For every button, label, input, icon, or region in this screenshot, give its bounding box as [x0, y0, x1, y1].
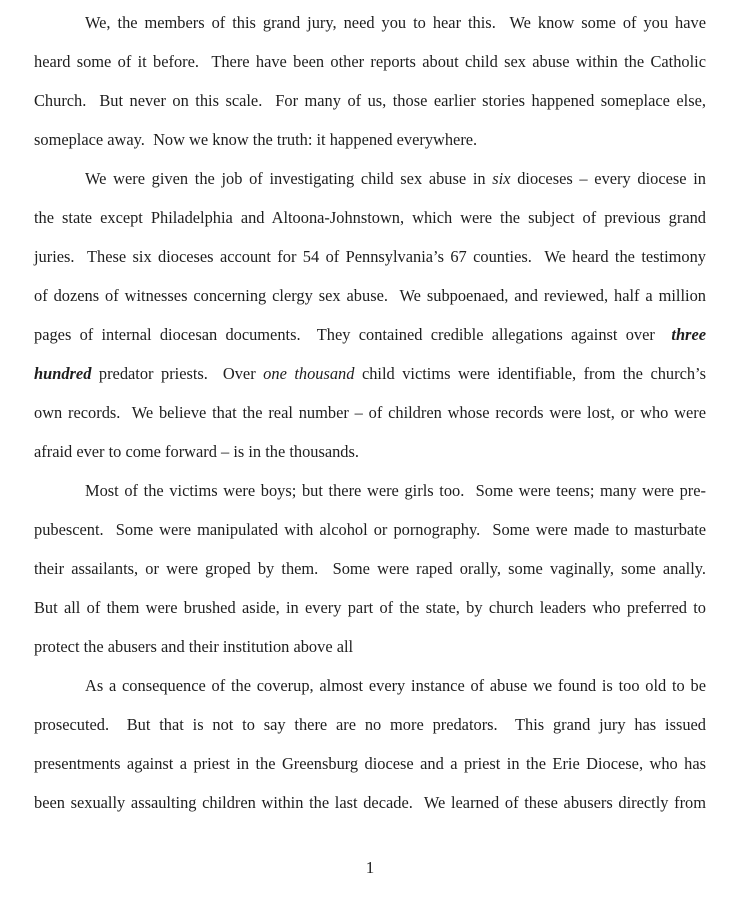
text-line: We, the members of this grand jury, need you to hear this. We know some of you have [85, 13, 706, 32]
text-line: the state except Philadelphia and Altoona-Johnstown, which were the subject of previous grand [34, 208, 706, 227]
text-line: presentments against a priest in the Greensburg diocese and a priest in the Erie Diocese, who has [34, 754, 706, 773]
text-line: juries. These six dioceses account for 54 of Pennsylvania’s 67 counties. We heard the testimony [34, 247, 706, 266]
text-line: prosecuted. But that is not to say there are no more predators. This grand jury has issued [34, 715, 706, 734]
text-line: own records. We believe that the real number – of children whose records were lost, or who were [34, 403, 706, 422]
text-line: We were given the job of investigating child sex abuse in six dioceses – every diocese in [85, 169, 706, 188]
text-line: pages of internal diocesan documents. They contained credible allegations against over three [34, 325, 706, 344]
text-line: Church. But never on this scale. For many of us, those earlier stories happened someplace else, [34, 91, 706, 110]
page-number: 1 [365, 858, 375, 877]
document-body [34, 3, 706, 822]
text-line: hundred predator priests. Over one thousand child victims were identifiable, from the church’s [34, 364, 706, 383]
text-line: been sexually assaulting children within the last decade. We learned of these abusers directly from [34, 793, 706, 812]
text-line: heard some of it before. There have been other reports about child sex abuse within the Catholic [34, 52, 706, 71]
paragraph [34, 471, 706, 666]
text-line: pubescent. Some were manipulated with alcohol or pornography. Some were made to masturbate [34, 520, 706, 539]
text-line: Most of the victims were boys; but there were girls too. Some were teens; many were pre- [85, 481, 706, 500]
paragraph [34, 159, 706, 471]
paragraph [34, 3, 706, 159]
text-line: their assailants, or were groped by them. Some were raped orally, some vaginally, some anally. [34, 559, 706, 578]
text-line: As a consequence of the coverup, almost every instance of abuse we found is too old to be [85, 676, 706, 695]
text-line: someplace away. Now we know the truth: it happened everywhere. [34, 130, 478, 149]
text-line: protect the abusers and their institution above all [34, 637, 354, 656]
text-line: afraid ever to come forward – is in the thousands. [34, 442, 359, 461]
text-line: But all of them were brushed aside, in every part of the state, by church leaders who preferred to [34, 598, 706, 617]
text-line: of dozens of witnesses concerning clergy sex abuse. We subpoenaed, and reviewed, half a million [34, 286, 706, 305]
paragraph [34, 666, 706, 822]
